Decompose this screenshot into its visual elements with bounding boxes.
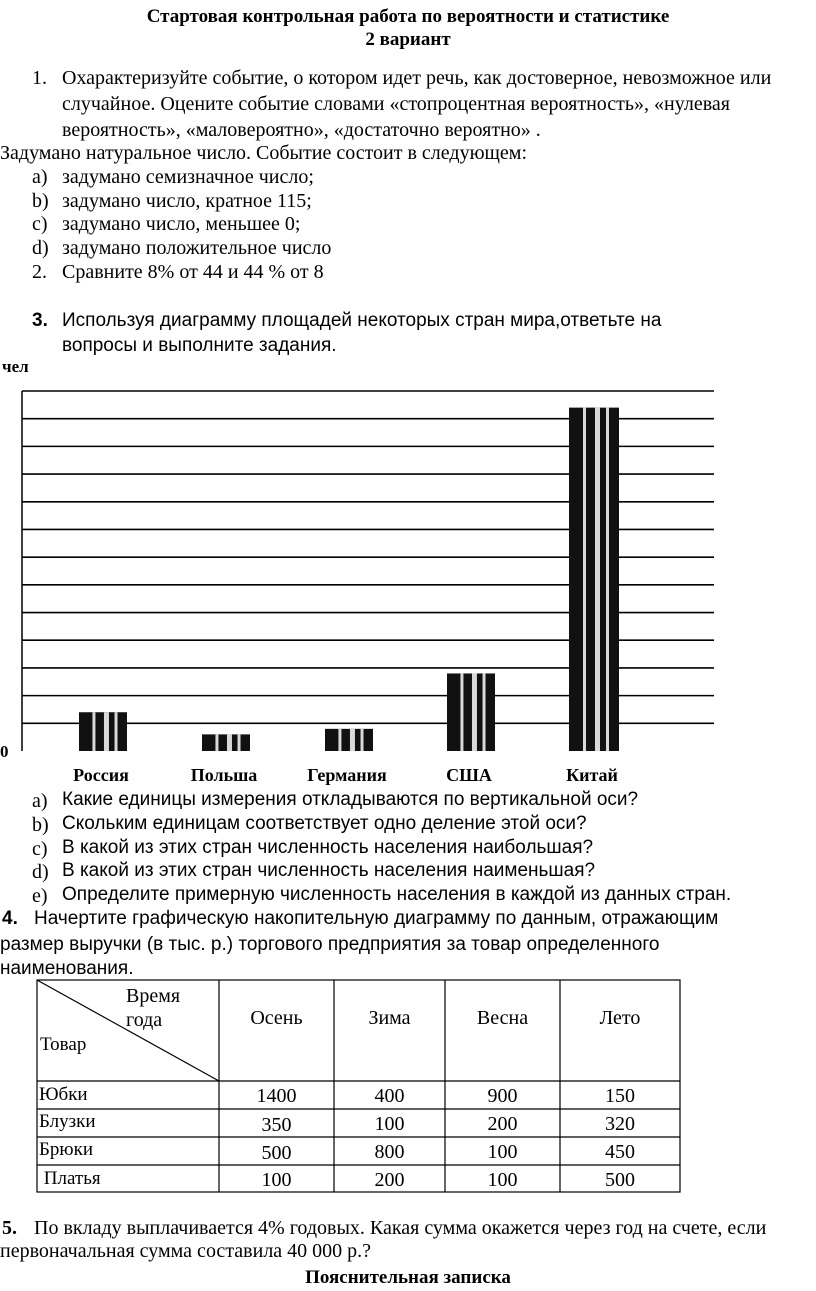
- task-4-line-1: Начертите графическую накопительную диаграмму по данным, отражающим: [34, 908, 719, 929]
- bar-stripe: [583, 408, 586, 751]
- task-2-text: Сравните 8% от 44 и 44 % от 8: [62, 261, 324, 283]
- question-marker: c): [32, 838, 48, 860]
- variant-label: 2 вариант: [365, 29, 451, 50]
- bar-stripe: [350, 729, 355, 751]
- task-2-number: 2.: [32, 261, 47, 283]
- row-label: Платья: [39, 1168, 101, 1189]
- category-label: Россия: [73, 765, 129, 785]
- bar-1: [79, 712, 127, 751]
- bar-body: [325, 729, 373, 751]
- task-1-line-1: Охарактеризуйте событие, о котором идет речь, как достоверное, невозможное или: [62, 67, 772, 89]
- row-label: Брюки: [39, 1139, 94, 1160]
- task-1-item: задумано число, меньшее 0;: [62, 213, 301, 235]
- category-label: США: [446, 765, 492, 785]
- question-marker: a): [32, 790, 48, 812]
- question-text: Какие единицы измерения откладываются по вертикальной оси?: [62, 789, 639, 810]
- table-cell: 400: [374, 1085, 405, 1107]
- category-label: Китай: [566, 765, 618, 785]
- row-label: Юбки: [39, 1084, 88, 1105]
- bar-stripe: [92, 712, 95, 751]
- question-text: В какой из этих стран численность населения наибольшая?: [62, 837, 594, 858]
- table-cell: 100: [487, 1169, 518, 1191]
- table-cell: 900: [487, 1085, 518, 1107]
- question-text: Определите примерную численность населения в каждой из данных стран.: [62, 884, 732, 905]
- document-title: Стартовая контрольная работа по вероятности и статистике: [146, 6, 670, 27]
- column-header: Весна: [476, 1007, 529, 1029]
- task-1-item-marker: b): [32, 190, 49, 212]
- bar-body: [79, 712, 127, 751]
- column-header: Зима: [368, 1007, 411, 1029]
- table-cell: 800: [374, 1141, 405, 1163]
- corner-header-product: Товар: [40, 1034, 87, 1055]
- table-cell: 200: [487, 1113, 518, 1135]
- table-cell: 320: [605, 1113, 635, 1135]
- task-1-line-3: вероятность», «маловероятно», «достаточно вероятно» .: [62, 119, 541, 141]
- question-text: Скольким единицам соответствует одно деление этой оси?: [62, 813, 587, 834]
- bar-4: [447, 673, 495, 751]
- bar-body: [569, 408, 619, 751]
- table-cell: 500: [261, 1142, 292, 1164]
- y-axis-zero-label: 0: [0, 742, 9, 761]
- corner-header-year: года: [126, 1009, 163, 1031]
- table-cell: 350: [261, 1114, 292, 1136]
- table-cell: 100: [374, 1113, 405, 1135]
- table-cell: 150: [605, 1085, 635, 1107]
- category-labels: [73, 765, 618, 785]
- task-3-line-2: вопросы и выполните задания.: [62, 335, 337, 356]
- question-marker: d): [32, 861, 49, 883]
- task-1-item-marker: d): [32, 237, 49, 259]
- table-cell: 100: [261, 1169, 292, 1191]
- task-1-item: задумано положительное число: [62, 237, 332, 259]
- bar-stripe: [361, 729, 364, 751]
- bar-stripe: [606, 408, 609, 751]
- bar-5: [569, 408, 619, 751]
- task-5-number: 5.: [2, 1217, 17, 1239]
- task-4-line-2: размер выручки (в тыс. р.) торгового предприятия за товар определенного: [0, 934, 660, 955]
- table-cell: 500: [605, 1169, 635, 1191]
- task-1-item: задумано семизначное число;: [62, 166, 314, 188]
- task-1-item: задумано число, кратное 115;: [62, 190, 312, 212]
- task-1-item-marker: c): [32, 213, 48, 235]
- category-label: Польша: [190, 765, 258, 785]
- y-axis-unit-label: чел: [2, 357, 29, 376]
- bar-2: [202, 734, 250, 751]
- explanatory-note-heading: Пояснительная записка: [305, 1267, 511, 1288]
- question-text: В какой из этих стран численность населения наименьшая?: [62, 860, 596, 881]
- task-5-line-2: первоначальная сумма составила 40 000 р.?: [0, 1240, 372, 1262]
- bar-stripe: [595, 408, 600, 751]
- column-header: Лето: [599, 1007, 641, 1029]
- corner-header-time: Время: [126, 985, 181, 1007]
- task-5-line-1: По вкладу выплачивается 4% годовых. Какая сумма окажется через год на счете, если: [34, 1217, 767, 1239]
- bar-stripe: [104, 712, 109, 751]
- task-1-intro: Задумано натуральное число. Событие состоит в следующем:: [0, 142, 528, 164]
- bar-stripe: [460, 673, 463, 751]
- column-header: Осень: [250, 1007, 303, 1029]
- population-bar-chart: [0, 355, 816, 785]
- table-cell: 100: [487, 1141, 518, 1163]
- task-4-line-3: наименования.: [0, 958, 134, 979]
- question-marker: b): [32, 814, 49, 836]
- task-1-number: 1.: [32, 67, 47, 89]
- task-1-line-2: случайное. Оцените событие словами «стопроцентная вероятность», «нулевая: [62, 93, 730, 115]
- table-cell: 450: [605, 1141, 635, 1163]
- table-cell: 1400: [256, 1085, 297, 1107]
- task-1-item-marker: a): [32, 166, 48, 188]
- task-3-number: 3.: [32, 310, 48, 331]
- bar-stripe: [472, 673, 477, 751]
- question-marker: e): [32, 885, 48, 907]
- bar-stripe: [483, 673, 486, 751]
- bars: [79, 408, 619, 751]
- bar-stripe: [238, 734, 241, 751]
- category-label: Германия: [307, 765, 387, 785]
- bar-body: [202, 734, 250, 751]
- task-3-line-1: Используя диаграмму площадей некоторых стран мира,ответьте на: [62, 310, 662, 331]
- table-cell: 200: [374, 1169, 405, 1191]
- bar-stripe: [338, 729, 341, 751]
- bar-3: [325, 729, 373, 751]
- bar-stripe: [115, 712, 118, 751]
- bar-stripe: [227, 734, 232, 751]
- bar-stripe: [215, 734, 218, 751]
- row-label: Блузки: [39, 1111, 96, 1132]
- bar-body: [447, 673, 495, 751]
- task-4-number: 4.: [2, 908, 18, 929]
